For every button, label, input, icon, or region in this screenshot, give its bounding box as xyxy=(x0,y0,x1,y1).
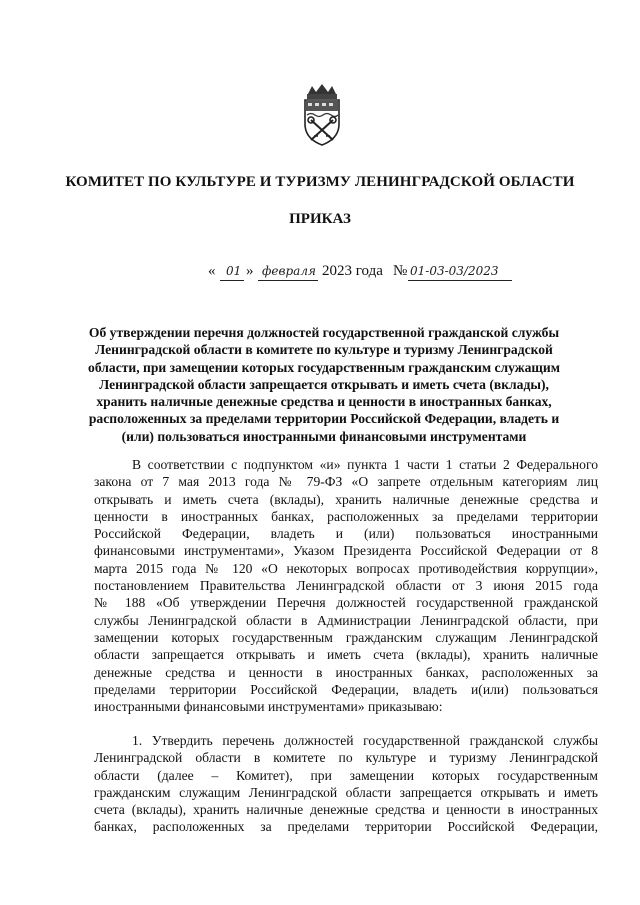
text-line: ценности в иностранных банках, расположенных за пределами территории xyxy=(94,508,598,524)
clause-1-paragraph xyxy=(94,732,598,836)
text-line: банках, расположенных за пределами территории Российской Федерации, xyxy=(94,819,598,835)
committee-name: КОМИТЕТ ПО КУЛЬТУРЕ И ТУРИЗМУ ЛЕНИНГРАДСКОЙ ОБЛАСТИ xyxy=(65,174,575,190)
month-underline xyxy=(258,280,318,281)
text-line: В соответствии с подпунктом «и» пункта 1 части 1 статьи 2 Федерального xyxy=(132,457,598,472)
text-line: счета (вклады), хранить наличные денежные средства и ценности в иностранных xyxy=(94,802,598,818)
title-line: (или) пользоваться иностранными финансовыми инструментами xyxy=(121,428,527,444)
date-quote-open: « xyxy=(208,263,216,279)
title-line: Об утверждении перечня должностей государственной гражданской службы xyxy=(88,325,560,340)
date-year: 2023 года xyxy=(322,263,383,279)
date-day: 01 xyxy=(226,264,242,278)
title-line: Ленинградской области запрещается открывать и иметь счета (вклады), xyxy=(99,376,549,392)
title-line: расположенных за пределами территории Российской Федерации, владеть и xyxy=(88,411,560,427)
order-number: 01-03-03/2023 xyxy=(410,264,499,278)
text-line: иностранными финансовыми инструментами» приказываю: xyxy=(94,699,443,715)
text-line: области запрещается открывать и иметь счета (вклады), хранить наличные xyxy=(94,647,598,663)
text-line: № 188 «Об утверждении Перечня должностей государственной гражданской xyxy=(94,595,598,611)
title-line: Ленинградской области в комитете по культуре и туризму Ленинградской xyxy=(95,342,553,358)
document-type: ПРИКАЗ xyxy=(289,211,351,227)
text-line: замещении которых государственным гражданским служащим Ленинградской xyxy=(94,629,598,645)
number-underline xyxy=(408,280,512,281)
title-line: области, при замещении которых государственным гражданским служащим xyxy=(88,359,560,375)
title-line: хранить наличные денежные средства и ценности в иностранных банках, xyxy=(96,394,552,410)
date-quote-close: » xyxy=(246,263,254,279)
text-line: Ленинградской области в комитете по культуре и туризму Ленинградской xyxy=(94,750,598,766)
text-line: закона от 7 мая 2013 года № 79-ФЗ «О запрете отдельным категориям лиц xyxy=(94,474,598,490)
text-line: постановлением Правительства Ленинградской области от 3 июня 2015 года xyxy=(94,578,598,594)
text-line: пределами территории Российской Федерации, владеть и(или) пользоваться xyxy=(94,681,598,697)
text-line: марта 2015 года № 120 «О некоторых вопросах противодействия коррупции», xyxy=(94,560,598,576)
coat-of-arms-icon xyxy=(300,82,344,146)
text-line: гражданским служащим Ленинградской области запрещается открывать и иметь xyxy=(94,784,598,800)
number-sign: № xyxy=(393,263,408,279)
text-line: денежные средства и ценности в иностранных банках, расположенных за xyxy=(94,664,598,680)
text-line: службы Ленинградской области в Администрации Ленинградской области, при xyxy=(94,612,598,628)
order-title xyxy=(68,324,580,445)
day-underline xyxy=(220,280,244,281)
text-line: открывать и иметь счета (вклады), хранить наличные денежные средства и xyxy=(94,491,598,507)
text-line: финансовыми инструментами», Указом Президента Российской Федерации от 8 xyxy=(94,543,598,559)
order-dateline xyxy=(200,263,530,283)
date-month: февраля xyxy=(262,264,316,278)
text-line: области (далее – Комитет), при замещении которых государственным xyxy=(94,767,598,783)
text-line: Российской Федерации, владеть и (или) пользоваться иностранными xyxy=(94,526,598,542)
text-line: 1. Утвердить перечень должностей государственной гражданской службы xyxy=(132,733,598,748)
preamble-paragraph xyxy=(94,456,598,715)
